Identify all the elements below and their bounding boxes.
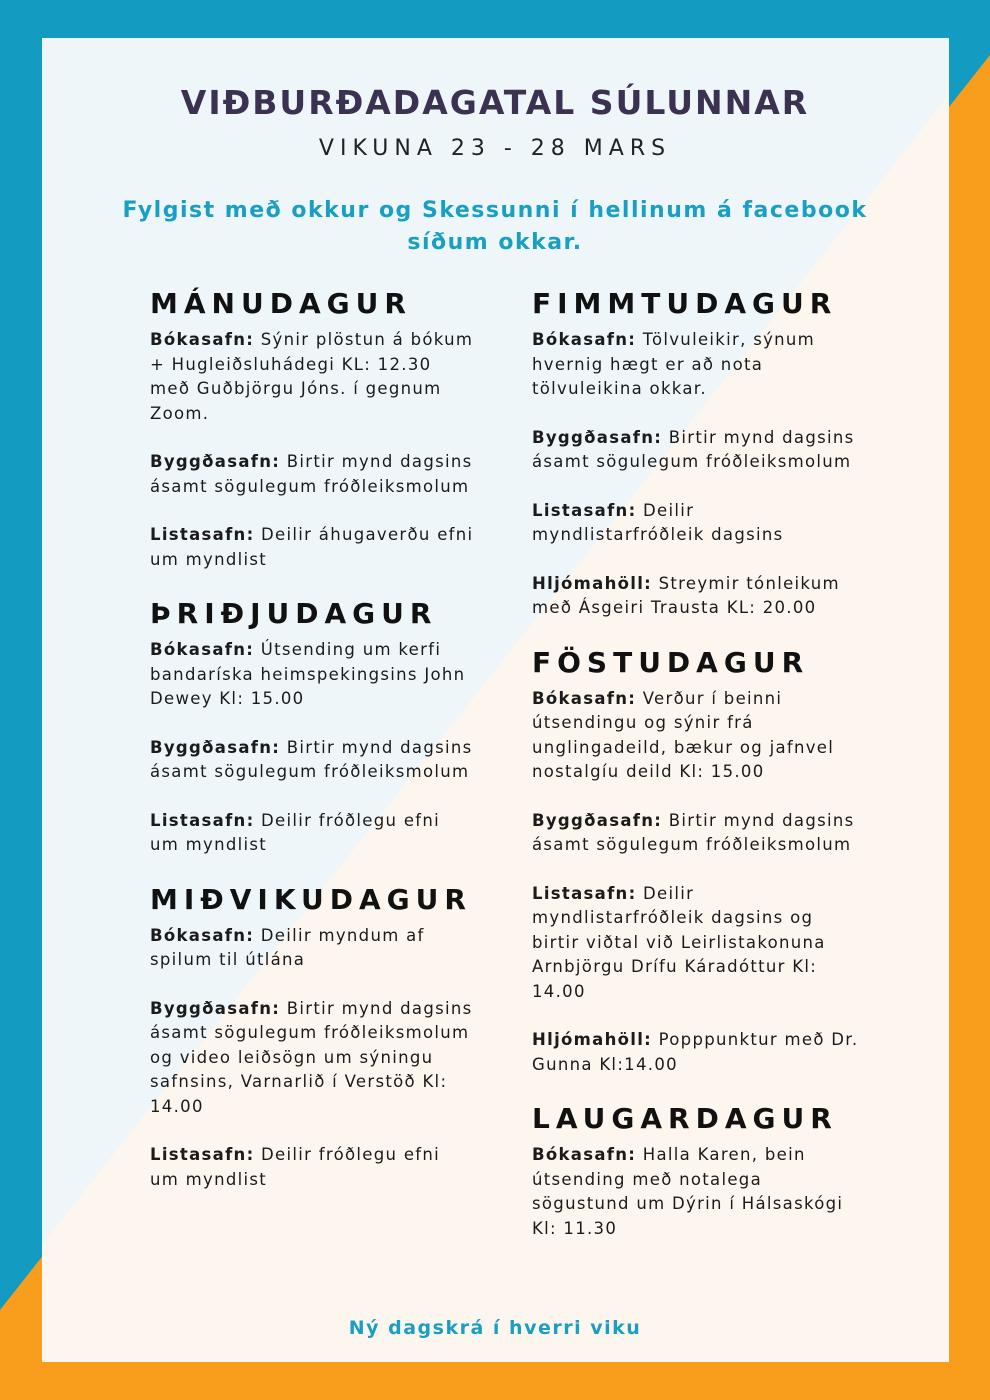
venue-label: Byggðasafn: <box>532 427 663 447</box>
day-heading: ÞRIÐJUDAGUR <box>150 597 438 630</box>
event-entry <box>150 638 475 712</box>
event-entry <box>150 328 475 426</box>
day-heading: MÁNUDAGUR <box>150 287 412 320</box>
event-entry <box>532 809 862 858</box>
day-thursday <box>532 286 862 621</box>
venue-label: Bókasafn: <box>150 925 255 945</box>
event-entry <box>150 1143 475 1192</box>
event-entry <box>150 736 475 785</box>
venue-label: Bókasafn: <box>532 330 637 349</box>
event-text: Birtir mynd dagsins ásamt sögulegum fróðleiksmolum <box>532 427 855 471</box>
day-heading: FÖSTUDAGUR <box>532 645 810 679</box>
event-entry <box>532 572 862 621</box>
event-text: Deilir áhugaverðu efni um myndlist <box>150 525 474 569</box>
venue-label: Byggðasafn: <box>150 998 281 1018</box>
venue-label: Bókasafn: <box>150 330 255 349</box>
event-text: Halla Karen, bein útsending með notalega sögustund um Dýrin í Hálsaskógi Kl: 11.30 <box>532 1145 844 1238</box>
event-text: Sýnir plöstun á bókum + Hugleiðsluhádegi KL: 12.30 með Guðbjörgu Jóns. í gegnum Zoom. <box>150 330 474 423</box>
venue-label: Listasafn: <box>150 810 255 830</box>
event-entry <box>150 924 475 973</box>
event-entry <box>532 426 862 475</box>
event-entry <box>150 450 475 499</box>
event-entry <box>532 499 862 548</box>
day-saturday <box>532 1101 862 1241</box>
event-text: Birtir mynd dagsins ásamt sögulegum fróðleiksmolum og video leiðsögn um sýningu safnsins, Varnarlið í Verstöð Kl: 14.00 <box>150 998 473 1116</box>
day-heading: MIÐVIKUDAGUR <box>150 882 472 916</box>
page-title: VIÐBURÐADAGATAL SÚLUNNAR <box>180 83 810 122</box>
event-entry <box>532 1028 862 1077</box>
right-column <box>532 286 862 1265</box>
venue-label: Listasafn: <box>532 500 637 520</box>
event-text: Útsending um kerfi bandaríska heimspekingsins John Dewey Kl: 15.00 <box>150 640 466 708</box>
event-entry <box>532 882 862 1005</box>
event-text: Birtir mynd dagsins ásamt sögulegum fróðleiksmolum <box>150 737 473 781</box>
venue-label: Hljómahöll: <box>532 1030 653 1049</box>
venue-label: Byggðasafn: <box>150 737 281 757</box>
event-text: Verður í beinni útsendingu og sýnir frá unglingadeild, bækur og jafnvel nostalgíu deild Kl: 15.00 <box>532 688 835 781</box>
week-subtitle: VIKUNA 23 - 28 MARS <box>318 136 672 161</box>
event-entry <box>150 997 475 1120</box>
venue-label: Hljómahöll: <box>532 573 653 593</box>
event-entry <box>532 1143 862 1241</box>
venue-label: Listasafn: <box>150 525 255 544</box>
venue-label: Bókasafn: <box>532 1145 637 1164</box>
event-text: Deilir myndlistarfróðleik dagsins og birtir viðtal við Leirlistakonuna Arnbjörgu Drífu Káradóttur Kl: 14.00 <box>532 883 826 1001</box>
event-entry <box>150 809 475 858</box>
left-column <box>150 286 475 1216</box>
event-text: Popppunktur með Dr. Gunna Kl:14.00 <box>532 1030 859 1074</box>
venue-label: Listasafn: <box>532 883 637 903</box>
venue-label: Listasafn: <box>150 1145 255 1164</box>
venue-label: Bókasafn: <box>150 640 255 659</box>
venue-label: Byggðasafn: <box>150 452 281 471</box>
day-heading: FIMMTUDAGUR <box>532 287 838 320</box>
day-monday <box>150 286 475 572</box>
event-entry <box>150 523 475 572</box>
day-heading: LAUGARDAGUR <box>532 1102 838 1135</box>
event-text: Deilir myndlistarfróðleik dagsins <box>532 500 784 544</box>
event-text: Tölvuleikir, sýnum hvernig hægt er að nota tölvuleikina okkar. <box>532 330 816 398</box>
event-text: Deilir fróðlegu efni um myndlist <box>150 810 441 854</box>
venue-label: Byggðasafn: <box>532 810 663 830</box>
footer-note: Ný dagskrá í hverri viku <box>348 1317 642 1339</box>
event-text: Deilir fróðlegu efni um myndlist <box>150 1145 441 1189</box>
event-text: Streymir tónleikum með Ásgeiri Trausta KL: 20.00 <box>532 573 840 617</box>
venue-label: Bókasafn: <box>532 688 637 708</box>
event-text: Birtir mynd dagsins ásamt sögulegum fróðleiksmolum <box>150 452 473 496</box>
facebook-follow-text: Fylgist með okkur og Skessunni í hellinum á facebook síðum okkar. <box>122 198 868 255</box>
day-friday <box>532 645 862 1078</box>
event-entry <box>532 328 862 402</box>
event-text: Birtir mynd dagsins ásamt sögulegum fróðleiksmolum <box>532 810 855 854</box>
event-text: Deilir myndum af spilum til útlána <box>150 925 425 969</box>
event-entry <box>532 687 862 785</box>
day-tuesday <box>150 596 475 858</box>
day-wednesday <box>150 882 475 1193</box>
